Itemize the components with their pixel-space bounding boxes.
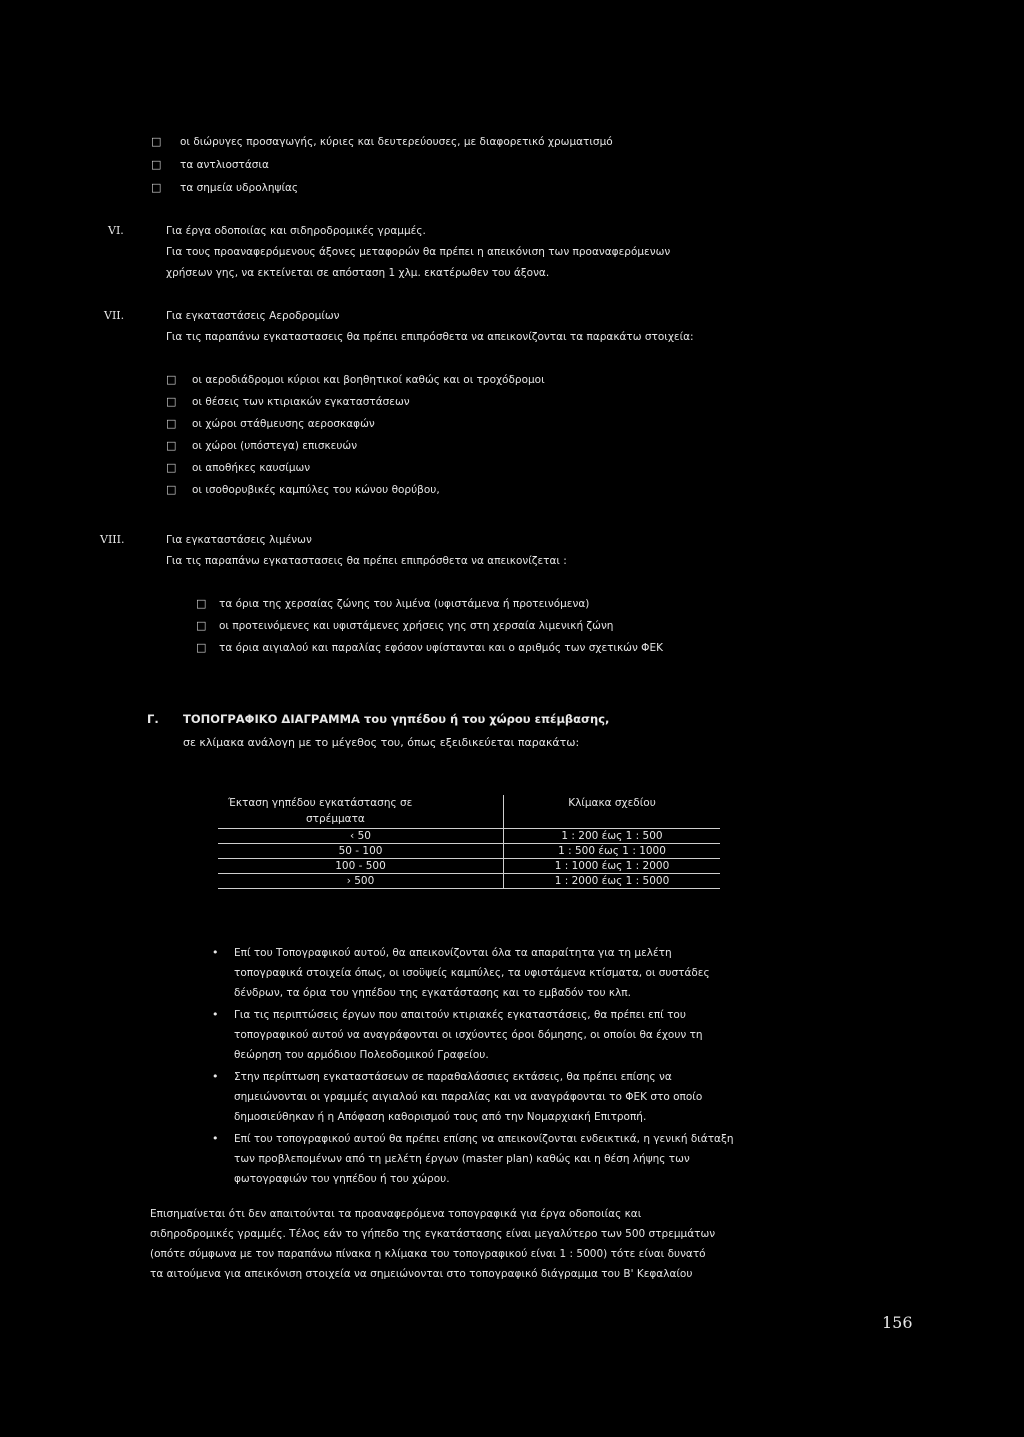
bullet-dot: • (212, 1008, 219, 1021)
bullet-line: Στην περίπτωση εγκαταστάσεων σε παραθαλάσσιες εκτάσεις, θα πρέπει επίσης να (234, 1071, 672, 1083)
section-text: Για τις παραπάνω εγκαταστασεις θα πρέπει επιπρόσθετα να απεικονίζονται τα παρακάτω στοιχεία: (166, 331, 694, 343)
list-item: οι χώροι (υπόστεγα) επισκευών (192, 440, 358, 452)
table-header-scale: Κλίμακα σχεδίου (568, 797, 656, 809)
table-cell-scale: 1 : 2000 έως 1 : 5000 (504, 874, 721, 889)
list-marker: □ (196, 619, 207, 632)
section-text: Για τους προαναφερόμενους άξονες μεταφορών θα πρέπει η απεικόνιση των προαναφερόμενων (166, 246, 671, 258)
bullet-line: φωτογραφιών του γηπέδου ή του χώρου. (234, 1173, 450, 1185)
section-numeral: VIII. (100, 533, 125, 546)
bullet-line: των προβλεπομένων από τη μελέτη έργων (master plan) καθώς και η θέση λήψης των (234, 1153, 690, 1165)
list-item: οι προτεινόμενες και υφιστάμενες χρήσεις γης στη χερσαία λιμενική ζώνη (219, 620, 614, 632)
section-numeral: VII. (104, 309, 125, 322)
list-item: οι χώροι στάθμευσης αεροσκαφών (192, 418, 375, 430)
list-marker: □ (166, 461, 177, 474)
table-row (218, 859, 720, 874)
table-cell-area: 50 - 100 (218, 844, 504, 859)
list-item: τα αντλιοστάσια (180, 159, 269, 171)
section-title: Για έργα οδοποιίας και σιδηροδρομικές γραμμές. (166, 225, 426, 237)
bullet-line: δημοσιεύθηκαν ή η Απόφαση καθορισμού τους από την Νομαρχιακή Επιτροπή. (234, 1111, 647, 1123)
table-row (218, 844, 720, 859)
list-item: τα όρια της χερσαίας ζώνης του λιμένα (υφιστάμενα ή προτεινόμενα) (219, 598, 590, 610)
table-cell-scale: 1 : 500 έως 1 : 1000 (504, 844, 721, 859)
table-cell-scale: 1 : 1000 έως 1 : 2000 (504, 859, 721, 874)
list-marker: □ (196, 641, 207, 654)
closing-line: τα αιτούμενα για απεικόνιση στοιχεία να σημειώνονται στο τοπογραφικό διάγραμμα του Β' Κεφαλαίου (150, 1268, 693, 1280)
closing-line: σιδηροδρομικές γραμμές. Τέλος εάν το γήπεδο της εγκατάστασης είναι μεγαλύτερο των 500 στρεμμάτων (150, 1228, 716, 1240)
closing-line: Επισημαίνεται ότι δεν απαιτούνται τα προαναφερόμενα τοπογραφικά για έργα οδοποιίας και (150, 1208, 642, 1220)
page-number: 156 (882, 1313, 913, 1332)
section-numeral: VI. (108, 224, 124, 237)
bullet-line: θεώρηση του αρμόδιου Πολεοδομικού Γραφείου. (234, 1049, 489, 1061)
table-row (218, 874, 720, 889)
list-item: οι θέσεις των κτιριακών εγκαταστάσεων (192, 396, 410, 408)
bullet-dot: • (212, 1132, 219, 1145)
list-marker: □ (166, 417, 177, 430)
bullet-line: σημειώνονται οι γραμμές αιγιαλού και παραλίας και να αναγράφονται το ΦΕΚ στο οποίο (234, 1091, 703, 1103)
table-cell-area: › 500 (218, 874, 504, 889)
header-area-line1: Έκταση γηπέδου εγκατάστασης σε (228, 797, 413, 809)
table-cell-area: ‹ 50 (218, 829, 504, 844)
table-header-row (218, 795, 720, 829)
list-item: οι αεροδιάδρομοι κύριοι και βοηθητικοί καθώς και οι τροχόδρομοι (192, 374, 545, 386)
bullet-dot: • (212, 1070, 219, 1083)
list-marker: □ (166, 483, 177, 496)
closing-line: (οπότε σύμφωνα με τον παραπάνω πίνακα η κλίμακα του τοπογραφικού είναι 1 : 5000) τότε είναι δυνατό (150, 1248, 706, 1260)
section-title: ΤΟΠΟΓΡΑΦΙΚΟ ΔΙΑΓΡΑΜΜΑ του γηπέδου ή του χώρου επέμβασης, (183, 712, 610, 726)
table-cell-scale: 1 : 200 έως 1 : 500 (504, 829, 721, 844)
list-marker: □ (166, 395, 177, 408)
list-item: τα όρια αιγιαλού και παραλίας εφόσον υφίστανται και ο αριθμός των σχετικών ΦΕΚ (219, 642, 663, 654)
list-item: οι αποθήκες καυσίμων (192, 462, 311, 474)
bullet-line: Για τις περιπτώσεις έργων που απαιτούν κτιριακές εγκαταστάσεις, θα πρέπει επί του (234, 1009, 686, 1021)
header-area-line2: στρέμματα (306, 812, 365, 825)
section-text: χρήσεων γης, να εκτείνεται σε απόσταση 1 χλμ. εκατέρωθεν του άξονα. (166, 267, 550, 279)
table-row (218, 829, 720, 844)
bullet-line: Επί του Τοπογραφικού αυτού, θα απεικονίζονται όλα τα απαραίτητα για τη μελέτη (234, 947, 672, 959)
list-item: τα σημεία υδροληψίας (180, 182, 299, 194)
table-cell-area: 100 - 500 (218, 859, 504, 874)
section-text: Για τις παραπάνω εγκαταστασεις θα πρέπει επιπρόσθετα να απεικονίζεται : (166, 555, 567, 567)
list-marker: □ (196, 597, 207, 610)
section-letter: Γ. (147, 712, 159, 726)
list-item: οι ισοθορυβικές καμπύλες του κώνου θορύβου, (192, 484, 440, 496)
list-marker: □ (151, 158, 162, 171)
list-item: οι διώρυγες προσαγωγής, κύριες και δευτερεύουσες, με διαφορετικό χρωματισμό (180, 136, 613, 148)
list-marker: □ (151, 181, 162, 194)
bullet-line: τοπογραφικού αυτού να αναγράφονται οι ισχύοντες όροι δόμησης, οι οποίοι θα έχουν τη (234, 1029, 703, 1041)
bullet-line: τοπογραφικά στοιχεία όπως, οι ισοϋψείς καμπύλες, τα υφιστάμενα κτίσματα, οι συστάδες (234, 967, 710, 979)
table-header-area (218, 795, 504, 829)
bullet-dot: • (212, 946, 219, 959)
section-title: Για εγκαταστάσεις λιμένων (166, 534, 312, 546)
scale-table (218, 795, 720, 889)
bullet-line: δένδρων, τα όρια του γηπέδου της εγκατάστασης και το εμβαδόν του κλπ. (234, 987, 631, 999)
list-marker: □ (166, 373, 177, 386)
list-marker: □ (151, 135, 162, 148)
bullet-line: Επί του τοπογραφικού αυτού θα πρέπει επίσης να απεικονίζονται ενδεικτικά, η γενική διάταξη (234, 1133, 734, 1145)
section-subtitle: σε κλίμακα ανάλογη με το μέγεθος του, όπως εξειδικεύεται παρακάτω: (183, 736, 580, 749)
list-marker: □ (166, 439, 177, 452)
section-title: Για εγκαταστάσεις Αεροδρομίων (166, 310, 340, 322)
